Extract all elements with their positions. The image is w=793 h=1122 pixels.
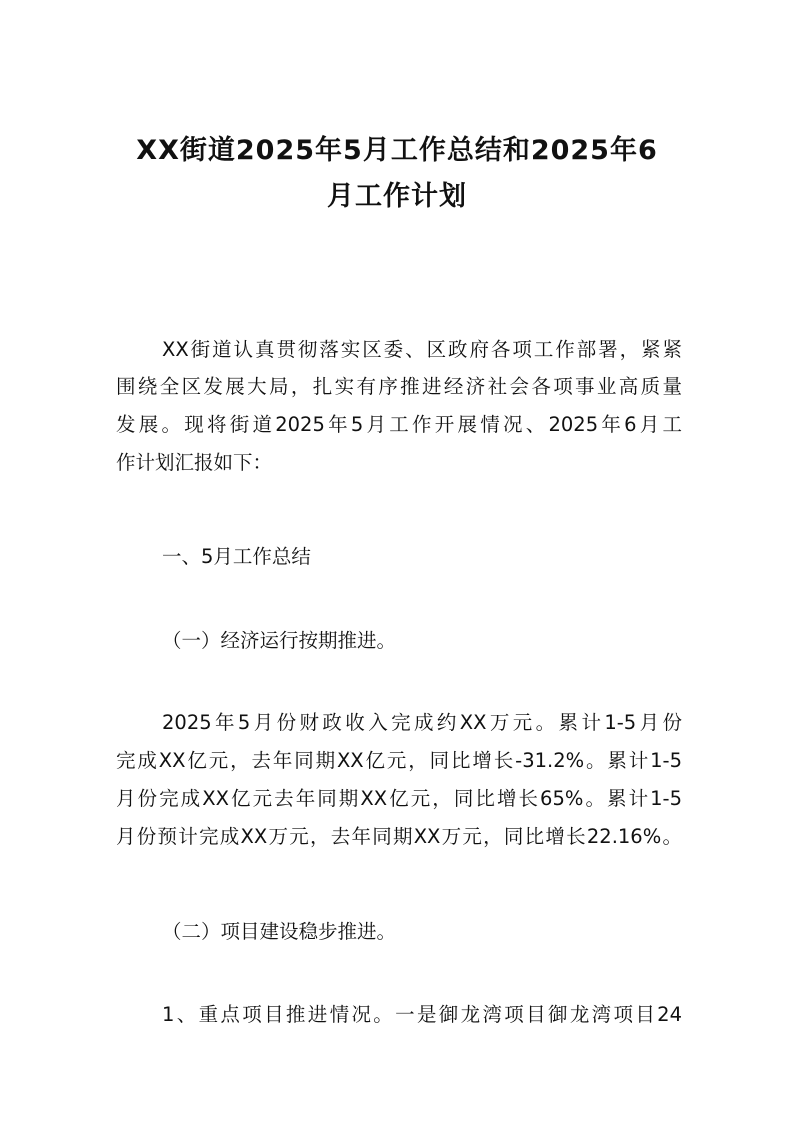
document-title-line-2: 月工作计划: [327, 181, 467, 212]
economy-para-line-1: 2025年5月份财政收入完成约XX万元。累计1-5月份: [162, 711, 682, 734]
subsection-heading-economy: （一）经济运行按期推进。: [162, 629, 397, 652]
economy-para-line-3: 月份完成XX亿元去年同期XX亿元，同比增长65%。累计1-5: [116, 787, 682, 810]
document-title-line-1: XX街道2025年5月工作总结和2025年6: [136, 135, 658, 166]
section-heading: 一、5月工作总结: [162, 545, 311, 568]
projects-para-line-1: 1、重点项目推进情况。一是御龙湾项目御龙湾项目24: [162, 1003, 682, 1026]
intro-line-1: XX街道认真贯彻落实区委、区政府各项工作部署，紧紧: [162, 338, 682, 361]
subsection-heading-projects: （二）项目建设稳步推进。: [162, 920, 397, 943]
intro-line-4: 作计划汇报如下：: [116, 451, 273, 474]
intro-line-2: 围绕全区发展大局，扎实有序推进经济社会各项事业高质量: [116, 375, 682, 398]
intro-line-3: 发展。现将街道2025年5月工作开展情况、2025年6月工: [116, 413, 682, 436]
economy-para-line-2: 完成XX亿元，去年同期XX亿元，同比增长-31.2%。累计1-5: [116, 749, 682, 772]
economy-para-line-4: 月份预计完成XX万元，去年同期XX万元，同比增长22.16%。: [116, 825, 682, 848]
